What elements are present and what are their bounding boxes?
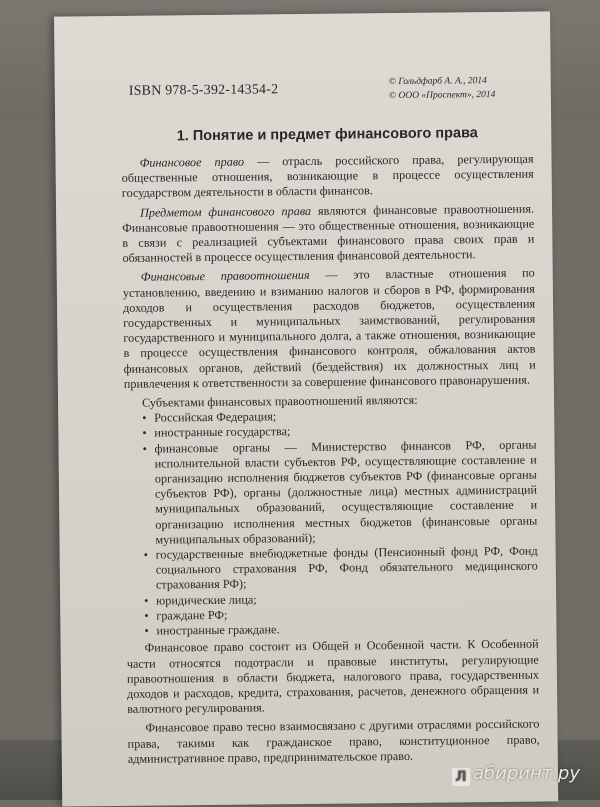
isbn-row [129,74,529,114]
paragraph-subject [122,201,535,266]
paragraph-text: — это властные отношения по установлению, введению и взиманию налогов и сборов в РФ, формирования доходов и осуществления расходов бюджетов, осуществления государственных и муниципальных заимствований, регулирования государственного и муниципального долга, а также отношения, возникающие в процессе осуществления финансового контроля, обжалования актов финансовых органов, действий (бездействия) их должностных лиц и привлечения к ответственности за совершение финансового правонарушения. [122,265,536,391]
paragraph-definition [121,152,533,202]
copyright-line-publisher: © ООО «Проспект», 2014 [388,89,496,102]
page-content [121,124,540,771]
isbn-number: ISBN 978-5-392-14354-2 [128,82,279,99]
list-item: • государственные внебюджетные фонды (Пенсионный фонд РФ, Фонд социального страхования РФ, Фонд обязательного медицинского страхования РФ); [126,544,538,594]
list-item: • юридические лица; [126,589,538,609]
paragraph-text: — отрасль российского права, регулирующая общественные отношения, возникающие в процессе осуществления государством деятельности в области финансов. [121,151,534,201]
watermark-text: абиринт.ру [473,763,581,784]
list-intro: Субъектами финансовых правоотношений являются: [141,392,418,410]
labirint-logo-icon: Л [452,768,470,786]
paragraph-structure: Финансовое право состоит из Общей и Особенной части. К Особенной части относятся подотрасли и правовые институты, регулирующие правоотношения в области бюджета, налогового права, государственных доходов и расходов, кредита, страхования, расчетов, денежного обращения и валютного регулирования. [126,636,540,716]
section-title: 1. Понятие и предмет финансового права [176,125,478,145]
list-item: • финансовые органы — Министерство финансов РФ, органы исполнительной власти субъектов РФ, осуществляющие составление и организацию исполнения бюджетов субъектов РФ (финансовые органы субъектов РФ), органы (должностные лица) местных администраций муниципальных образований, осуществляющие составление и организацию исполнения местных бюджетов (финансовые органы муниципальных образований); [124,437,537,548]
copyright-line-author: © Гольдфарб А. А., 2014 [388,76,487,88]
list-item: • граждане РФ; [126,604,538,624]
paragraph-relations [123,266,536,392]
list-item: • иностранные граждане. [126,620,538,640]
labirint-watermark [452,763,580,786]
list-item: • иностранные государства; [124,422,536,442]
term-financial-law: Финансовое право [139,154,245,170]
list-item: • Российская Федерация; [124,407,536,427]
copyright-block [389,74,529,103]
subjects-list [124,407,538,639]
term-subject: Предметом финансового права [139,203,312,220]
paragraph-text: являются финансовые правоотношения. Финансовые правоотношения — это общественные отношения, возникающие в связи с реализацией субъектами финансового права своих прав и обязанностей в процессе осуществления финансовой деятельности. [122,201,535,266]
term-relations: Финансовые правоотношения [140,268,310,285]
paragraph-relations-other: Финансовое право тесно взаимосвязано с другими отраслями российского права, такими как гражданское право, конституционное право, административное право, предпринимательское право. [127,716,540,766]
book-page [54,11,558,806]
